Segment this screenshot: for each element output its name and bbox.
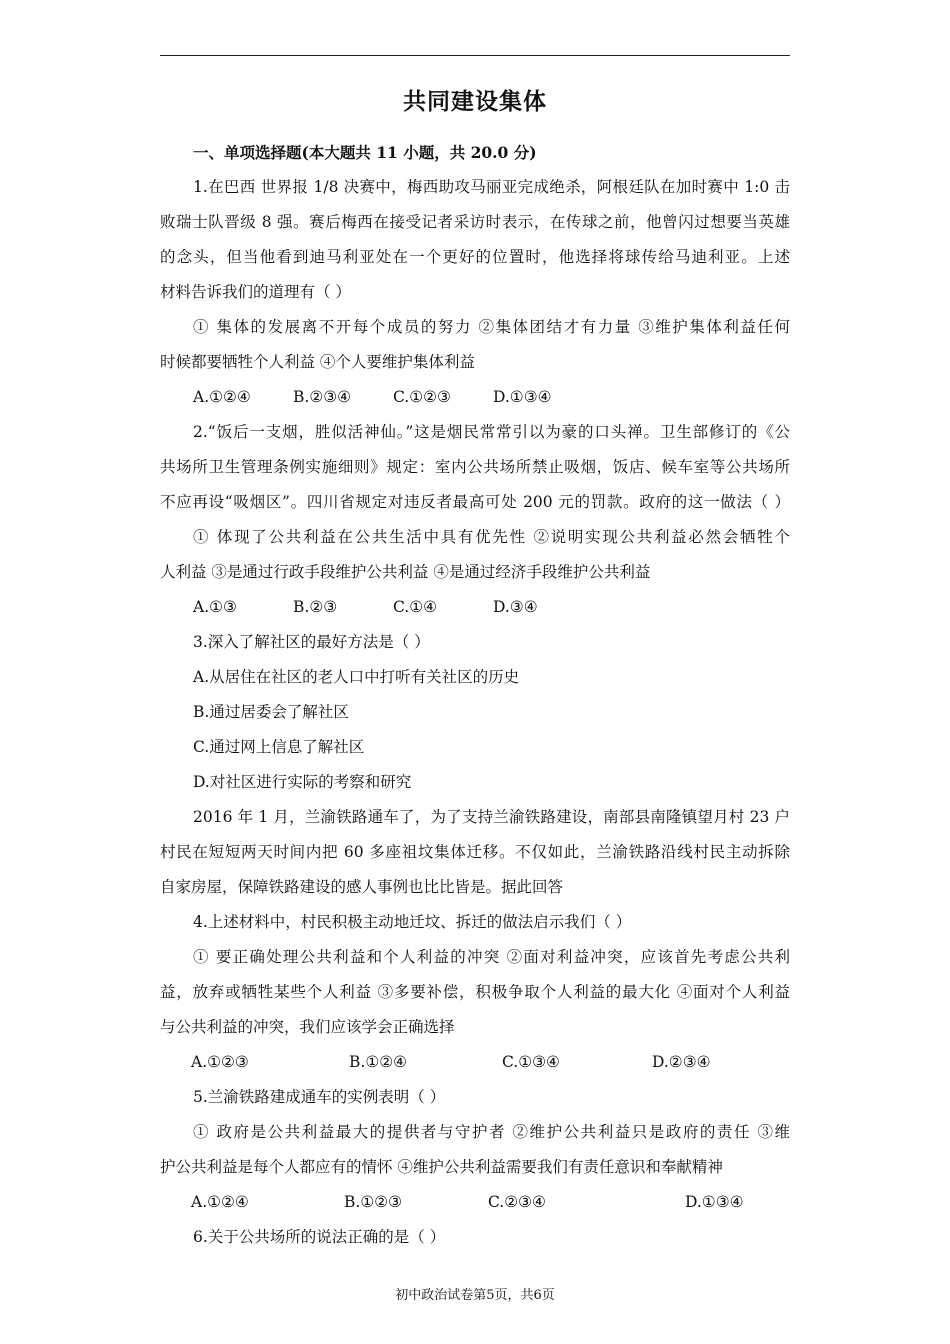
document-title: 共同建设集体 [403, 88, 547, 115]
q2-option-b[interactable]: B.②③ [293, 598, 338, 616]
q1-options [160, 380, 790, 415]
q1-option-d[interactable]: D.①③④ [493, 388, 552, 406]
q5-options [160, 1185, 790, 1220]
q4-item: 与公共利益的冲突，我们应该学会正确选择 [160, 1018, 455, 1036]
q3-choice-c[interactable]: C.通过网上信息了解社区 [193, 738, 365, 756]
q1-line: 1.在巴西 世界报 1/8 决赛中，梅西助攻马丽亚完成绝杀，阿根廷队在加时赛中 1:0 击 [193, 178, 790, 196]
q3-choice-d[interactable]: D.对社区进行实际的考察和研究 [193, 773, 412, 791]
q2-line: 不应再设“吸烟区”。四川省规定对违反者最高可处 200 元的罚款。政府的这一做法（ ） [160, 493, 790, 511]
section-heading: 一、单项选择题(本大题共 11 小题，共 20.0 分) [193, 143, 537, 162]
q1-option-a[interactable]: A.①②④ [193, 388, 251, 406]
header-rule [160, 55, 790, 56]
q3-choice-a[interactable]: A.从居住在社区的老人口中打听有关社区的历史 [193, 668, 520, 686]
q2-line: 2.“饭后一支烟，胜似活神仙。”这是烟民常常引以为豪的口头禅。卫生部修订的《公 [193, 423, 790, 441]
q3-choice-b[interactable]: B.通过居委会了解社区 [193, 703, 349, 721]
exam-body [160, 135, 790, 1255]
q6-stem: 6.关于公共场所的说法正确的是（ ） [193, 1228, 446, 1246]
q2-option-a[interactable]: A.①③ [193, 598, 237, 616]
q2-option-d[interactable]: D.③④ [493, 598, 538, 616]
q4-option-d[interactable]: D.②③④ [652, 1053, 711, 1071]
q4-stem: 4.上述材料中，村民积极主动地迁坟、拆迁的做法启示我们（ ） [193, 913, 632, 931]
q5-item: 护公共利益是每个人都应有的情怀 ④维护公共利益需要我们有责任意识和奉献精神 [160, 1158, 723, 1176]
material-line: 自家房屋，保障铁路建设的感人事例也比比皆是。据此回答 [160, 878, 564, 896]
q4-option-c[interactable]: C.①③④ [502, 1053, 560, 1071]
q1-item: 时候都要牺牲个人利益 ④个人要维护集体利益 [160, 353, 475, 371]
q2-option-c[interactable]: C.①④ [393, 598, 438, 616]
q3-stem: 3.深入了解社区的最好方法是（ ） [193, 633, 430, 651]
q4-item: 益，放弃或牺牲某些个人利益 ③多要补偿，积极争取个人利益的最大化 ④面对个人利益 [160, 983, 790, 1001]
page-footer: 初中政治试卷第5页，共6页 [395, 1288, 555, 1303]
q5-item: ① 政府是公共利益最大的提供者与守护者 ②维护公共利益只是政府的责任 ③维 [193, 1123, 790, 1141]
material-line: 村民在短短两天时间内把 60 多座祖坟集体迁移。不仅如此，兰渝铁路沿线村民主动拆除 [160, 843, 790, 861]
q1-line: 的念头，但当他看到迪马利亚处在一个更好的位置时，他选择将球传给马迪利亚。上述 [160, 248, 790, 266]
q2-options [160, 590, 790, 625]
q2-line: 共场所卫生管理条例实施细则》规定：室内公共场所禁止吸烟，饭店、候车室等公共场所 [160, 458, 790, 476]
q4-item: ① 要正确处理公共利益和个人利益的冲突 ②面对利益冲突，应该首先考虑公共利 [193, 948, 790, 966]
q2-item: 人利益 ③是通过行政手段维护公共利益 ④是通过经济手段维护公共利益 [160, 563, 651, 581]
q5-option-b[interactable]: B.①②③ [344, 1193, 403, 1211]
q1-option-b[interactable]: B.②③④ [293, 388, 352, 406]
q5-option-c[interactable]: C.②③④ [488, 1193, 546, 1211]
q4-options [160, 1045, 790, 1080]
q4-option-a[interactable]: A.①②③ [191, 1053, 249, 1071]
q1-option-c[interactable]: C.①②③ [393, 388, 451, 406]
q5-option-a[interactable]: A.①②④ [191, 1193, 249, 1211]
q1-line: 材料告诉我们的道理有（ ） [160, 283, 351, 301]
q2-item: ① 体现了公共利益在公共生活中具有优先性 ②说明实现公共利益必然会牺牲个 [193, 528, 790, 546]
q5-stem: 5.兰渝铁路建成通车的实例表明（ ） [193, 1088, 446, 1106]
q1-item: ① 集体的发展离不开每个成员的努力 ②集体团结才有力量 ③维护集体利益任何 [193, 318, 790, 336]
q5-option-d[interactable]: D.①③④ [685, 1193, 744, 1211]
q4-option-b[interactable]: B.①②④ [349, 1053, 408, 1071]
q1-line: 败瑞士队晋级 8 强。赛后梅西在接受记者采访时表示，在传球之前，他曾闪过想要当英雄 [160, 213, 790, 231]
material-line: 2016 年 1 月，兰渝铁路通车了，为了支持兰渝铁路建设，南部县南隆镇望月村 23 户 [193, 808, 790, 826]
